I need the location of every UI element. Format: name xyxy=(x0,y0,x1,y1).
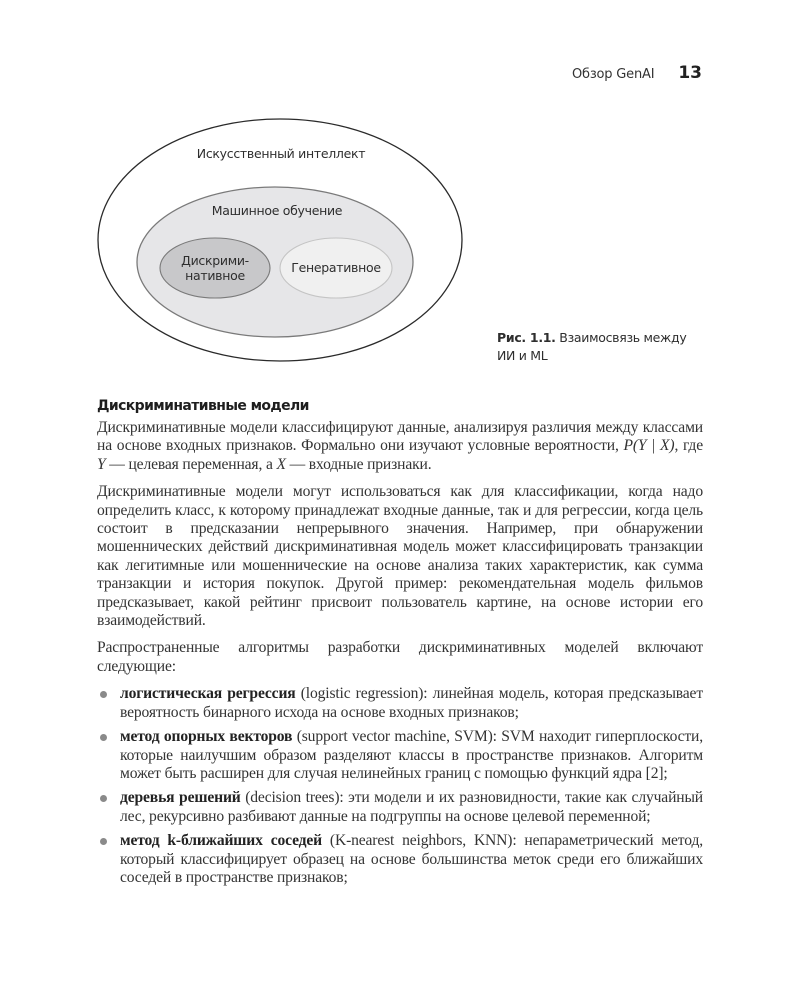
figure-caption-text: Взаимосвязь между ИИ и ML xyxy=(497,330,687,363)
ai-ml-venn-diagram xyxy=(96,117,466,365)
paragraph-definition xyxy=(97,419,703,474)
list-item-term: логистическая регрессия xyxy=(120,685,296,703)
bullet-icon xyxy=(100,795,107,802)
discriminative-label-line2: нативное xyxy=(185,268,245,283)
bullet-icon xyxy=(100,734,107,741)
discriminative-label-line1: Дискрими- xyxy=(181,253,249,268)
ml-label: Машинное обучение xyxy=(211,203,343,218)
list-item-term: деревья решений xyxy=(120,789,241,807)
bullet-icon xyxy=(100,691,107,698)
paragraph-algorithms-intro: Распространенные алгоритмы разработки дискриминативных моделей включают следующие: xyxy=(97,639,703,675)
algorithms-list xyxy=(97,685,703,887)
list-item-term: метод k-ближайших соседей xyxy=(120,832,322,850)
list-item-text: (decision trees): эти модели и их разновидности, такие как случайный лес, рекурсивно разбивают данные на подгруппы на основе целевой переменной; xyxy=(120,789,703,825)
section-heading: Дискриминативные модели xyxy=(97,398,309,414)
list-item-logistic-regression xyxy=(97,685,703,722)
list-item-svm xyxy=(97,728,703,783)
main-content xyxy=(97,395,703,893)
paragraph-text: — входные признаки. xyxy=(285,455,432,473)
running-head-title: Обзор GenAI xyxy=(571,67,655,82)
bullet-icon xyxy=(100,838,107,845)
list-item-text: (support vector machine, SVM): SVM находит гиперплоскости, которые наилучшим образом разделяют классы в пространстве признаков. Алгоритм может быть расширен для случая нелинейных границ с помощью функций ядра [2]; xyxy=(120,728,703,782)
running-head xyxy=(572,63,702,83)
figure-caption xyxy=(497,329,707,365)
page-number: 13 xyxy=(678,63,702,83)
ai-label: Искусственный интеллект xyxy=(196,146,366,161)
variable-y: Y xyxy=(97,455,106,473)
paragraph-text: Дискриминативные модели классифицируют данные, анализируя различия между классами на основе входных признаков. Формально они изучают условные вероятности, xyxy=(97,419,703,455)
paragraph-text: — целевая переменная, а xyxy=(105,455,277,473)
variable-x: X xyxy=(276,455,286,473)
list-item-decision-trees xyxy=(97,789,703,826)
generative-label: Генеративное xyxy=(291,260,381,275)
figure-number: Рис. 1.1. xyxy=(497,330,556,345)
paragraph-usage-examples: Дискриминативные модели могут использоваться как для классификации, когда надо определить класс, к которому принадлежат входные данные, так и для регрессии, когда цель состоит в предсказании непрерывного значения. Например, при обнаружении мошеннических действий дискриминативная модель может классифицировать транзакции как легитимные или мошеннические на основе анализа таких характеристик, как сумма транзакции и история покупок. Другой пример: рекомендательная модель фильмов предсказывает, какой рейтинг присвоит пользователь картине, на основе истории его взаимодействий. xyxy=(97,483,703,630)
list-item-term: метод опорных векторов xyxy=(120,728,293,746)
discriminative-label xyxy=(160,253,270,283)
list-item-text: (logistic regression): линейная модель, которая предсказывает вероятность бинарного исхода на основе входных признаков; xyxy=(120,685,703,721)
formula-conditional-probability: P(Y | X) xyxy=(623,437,675,455)
paragraph-text: , где xyxy=(674,437,703,455)
list-item-knn xyxy=(97,832,703,887)
list-item-text: (K-nearest neighbors, KNN): непараметрический метод, который классифицирует образец на основе большинства меток среди его ближайших соседей в пространстве признаков; xyxy=(120,832,703,886)
